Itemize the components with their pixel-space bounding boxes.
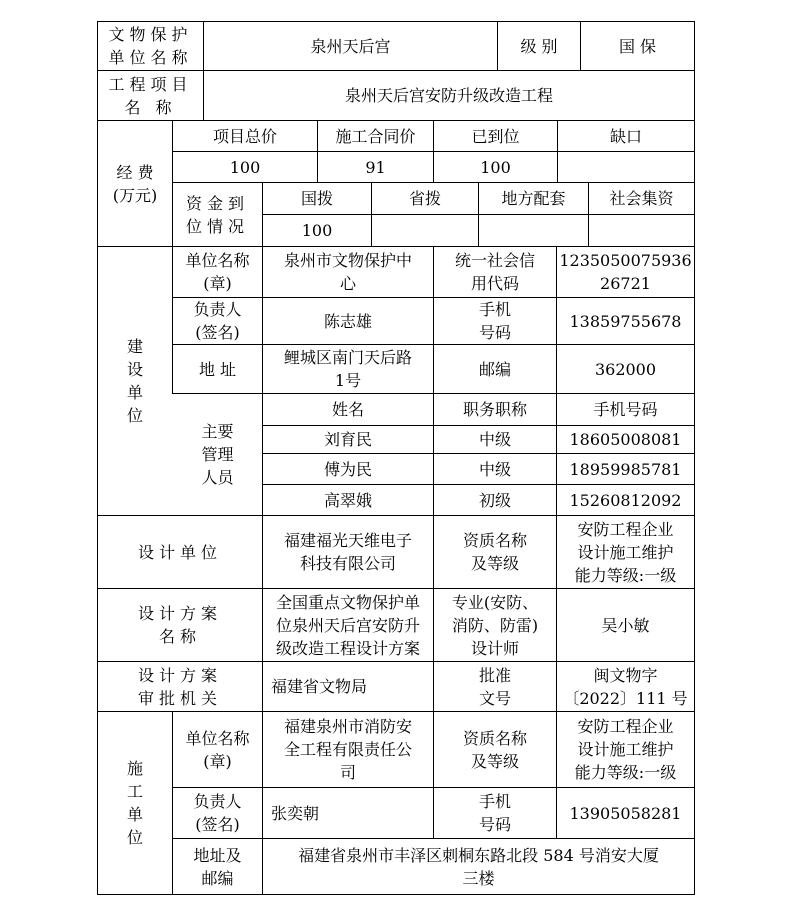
project-name-value: 泉州天后宫安防升级改造工程 (344, 86, 553, 105)
designer-value: 吴小敏 (601, 615, 650, 635)
builder-name-label: 单位名称 (章) (185, 728, 250, 771)
builder-name-value: 福建泉州市消防安 全工程有限责任公 司 (283, 717, 412, 782)
manager-row-1-title: 中级 (478, 430, 511, 449)
design-qual-value: 安防工程企业 设计施工维护 能力等级:一级 (574, 519, 677, 585)
managers-label: 主要 管理 人员 (201, 422, 234, 487)
design-plan-value: 全国重点文物保护单 位泉州天后宫安防升 级改造工程设计方案 (275, 592, 420, 658)
builder-phone-label: 手机 号码 (478, 792, 511, 834)
builder-leader-value: 张奕朝 (271, 803, 320, 823)
manager-row-2-phone: 18959985781 (569, 459, 682, 479)
funding-header-gap: 缺口 (609, 126, 642, 146)
approval-label: 设计方案 审批机关 (137, 665, 222, 708)
builder-phone-value: 13905058281 (569, 803, 682, 823)
funding-header-arrived: 已到位 (471, 126, 520, 146)
builder-address-value: 福建省泉州市丰泽区刺桐东路北段 584 号消安大厦 三楼 (298, 845, 659, 888)
funding-value-gap (558, 152, 694, 182)
project-name-label: 工程项目 名 称 (108, 74, 193, 117)
manager-row-2-title: 中级 (478, 459, 511, 479)
manager-row-1-name: 刘育民 (323, 430, 372, 449)
cu-postcode-value: 362000 (594, 359, 657, 379)
cu-address-label: 地 址 (198, 359, 237, 379)
funding-header-total: 项目总价 (212, 126, 277, 146)
managers-header-name: 姓名 (331, 400, 364, 419)
level-label: 级 别 (520, 36, 558, 56)
cu-phone-value: 13859755678 (569, 311, 682, 331)
cu-address-value: 鲤城区南门天后路 1号 (283, 348, 412, 390)
fund-header-national: 国拨 (300, 189, 333, 208)
managers-header-title: 职务职称 (462, 400, 527, 419)
funding-value-total: 100 (229, 157, 261, 177)
designer-label: 专业(安防、 消防、防雷) 设计师 (451, 592, 539, 658)
builder-address-label: 地址及 邮编 (193, 845, 242, 888)
cu-leader-label: 负责人 (签名) (193, 300, 242, 342)
fund-header-provincial: 省拨 (408, 189, 441, 208)
cu-phone-label: 手机 号码 (478, 300, 511, 342)
cu-name-label: 单位名称 (章) (185, 251, 250, 293)
design-unit-value: 福建福光天维电子 科技有限公司 (283, 531, 412, 573)
fund-value-social (589, 215, 694, 246)
builder-qual-label: 资质名称 及等级 (462, 728, 527, 771)
design-qual-label: 资质名称 及等级 (462, 531, 527, 573)
construction-unit-label: 建 设 单 位 (126, 337, 143, 425)
heritage-unit-value: 泉州天后宫 (310, 36, 391, 56)
design-unit-label: 设计单位 (137, 542, 222, 562)
manager-row-2-name: 傅为民 (323, 459, 372, 479)
builder-qual-value: 安防工程企业 设计施工维护 能力等级:一级 (574, 717, 677, 782)
fund-value-national: 100 (301, 221, 333, 240)
cu-postcode-label: 邮编 (478, 359, 511, 379)
builder-leader-label: 负责人 (签名) (193, 792, 242, 834)
fund-arrival-label: 资金到 位情况 (185, 193, 249, 236)
funding-header-contract: 施工合同价 (335, 126, 416, 146)
fund-value-provincial (372, 215, 478, 246)
approval-doc-label: 批准 文号 (478, 665, 511, 708)
fund-header-social: 社会集资 (609, 189, 674, 208)
heritage-unit-label: 文物保护 单位名称 (108, 25, 193, 67)
manager-row-1-phone: 18605008081 (569, 430, 682, 449)
cu-credit-value: 1235050075936 26721 (559, 251, 692, 293)
approval-value: 福建省文物局 (271, 677, 368, 696)
manager-row-3-title: 初级 (478, 490, 511, 510)
funding-label: 经 费 (万元) (112, 162, 158, 205)
cu-name-value: 泉州市文物保护中 心 (283, 251, 412, 293)
funding-value-contract: 91 (365, 157, 386, 177)
funding-value-arrived: 100 (480, 157, 511, 177)
fund-header-local: 地方配套 (501, 189, 566, 208)
design-plan-label: 设计方案 名称 (137, 604, 222, 646)
level-value: 国 保 (618, 36, 657, 56)
approval-doc-value: 闽文物字 〔2022〕111 号 (563, 665, 688, 708)
managers-header-phone: 手机号码 (593, 400, 658, 419)
manager-row-3-name: 高翠娥 (323, 490, 372, 510)
cu-credit-label: 统一社会信 用代码 (454, 251, 535, 293)
builder-label: 施 工 单 位 (126, 759, 143, 847)
manager-row-3-phone: 15260812092 (569, 490, 682, 510)
fund-value-local (479, 215, 588, 246)
cu-leader-value: 陈志雄 (323, 311, 372, 331)
